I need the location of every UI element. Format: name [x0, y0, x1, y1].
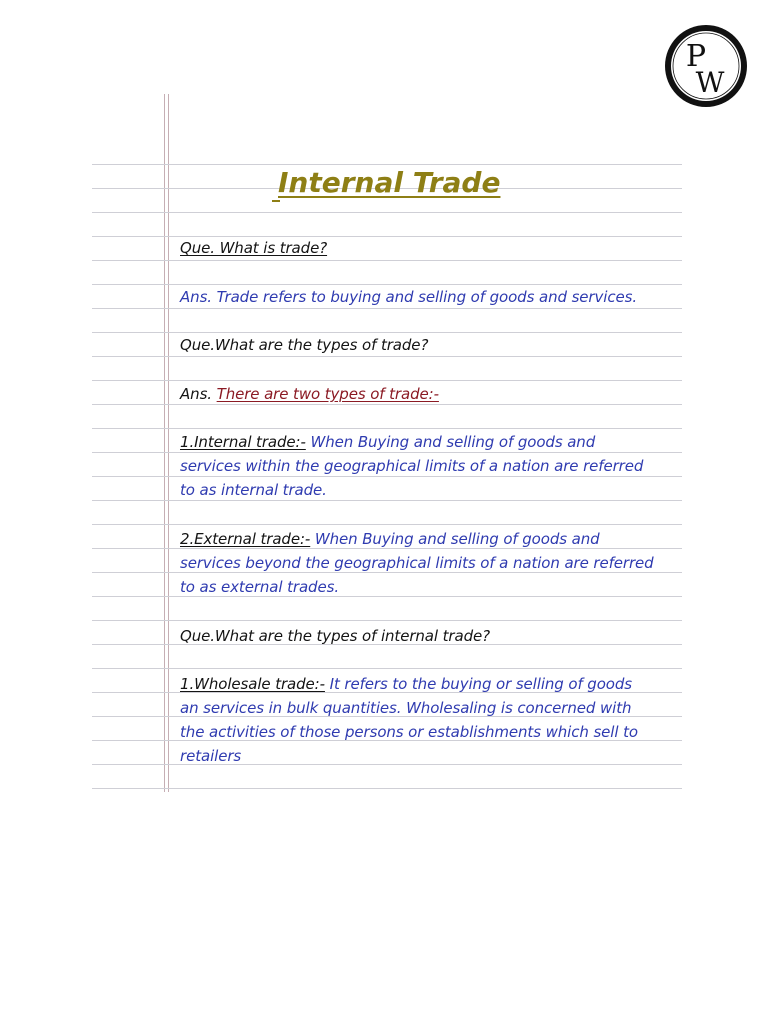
page-title: Internal Trade: [278, 166, 501, 199]
answer-types-of-trade: [180, 382, 670, 406]
question-text: Que.What are the types of trade?: [180, 336, 429, 354]
ruled-line: [92, 428, 682, 429]
definition-line: When Buying and selling of goods and: [305, 433, 596, 451]
logo-letter-p: P: [685, 39, 707, 74]
ruled-line: [92, 380, 682, 381]
answer-prefix: Ans.: [180, 385, 217, 403]
definition-line: the activities of those persons or establishments which sell to: [180, 723, 638, 741]
ruled-line: [92, 524, 682, 525]
definition-line: When Buying and selling of goods and: [310, 530, 600, 548]
definition-line: to as external trades.: [180, 578, 339, 596]
question-what-is-trade: [180, 236, 670, 260]
ruled-line: [92, 212, 682, 213]
wholesale-trade-definition: [180, 672, 670, 768]
answer-text: Ans. Trade refers to buying and selling of goods and services.: [180, 288, 637, 306]
definition-line: It refers to the buying or selling of goods: [324, 675, 633, 693]
question-types-of-trade: [180, 333, 670, 357]
external-trade-definition: [180, 527, 670, 599]
ruled-line: [92, 260, 682, 261]
question-types-of-internal-trade: [180, 624, 670, 648]
ruled-line: [92, 668, 682, 669]
answer-what-is-trade: [180, 285, 670, 309]
question-text: Que. What is trade?: [180, 239, 328, 257]
margin-line: [164, 94, 165, 792]
logo-letter-w: W: [695, 66, 725, 99]
title-dash: [272, 200, 280, 202]
ruled-line: [92, 788, 682, 789]
internal-trade-heading: 1.Internal trade:-: [180, 433, 306, 451]
internal-trade-definition: [180, 430, 670, 502]
definition-line: services within the geographical limits of a nation are referred: [180, 457, 644, 475]
definition-line: services beyond the geographical limits of a nation are referred: [180, 554, 654, 572]
ruled-line: [92, 164, 682, 165]
wholesale-trade-heading: 1.Wholesale trade:-: [180, 675, 325, 693]
definition-line: retailers: [180, 747, 242, 765]
ruled-line: [92, 620, 682, 621]
definition-line: an services in bulk quantities. Wholesaling is concerned with: [180, 699, 632, 717]
answer-highlight: There are two types of trade:-: [216, 385, 439, 403]
external-trade-heading: 2.External trade:-: [180, 530, 311, 548]
margin-line: [168, 94, 169, 792]
question-text: Que.What are the types of internal trade?: [180, 627, 490, 645]
definition-line: to as internal trade.: [180, 481, 327, 499]
